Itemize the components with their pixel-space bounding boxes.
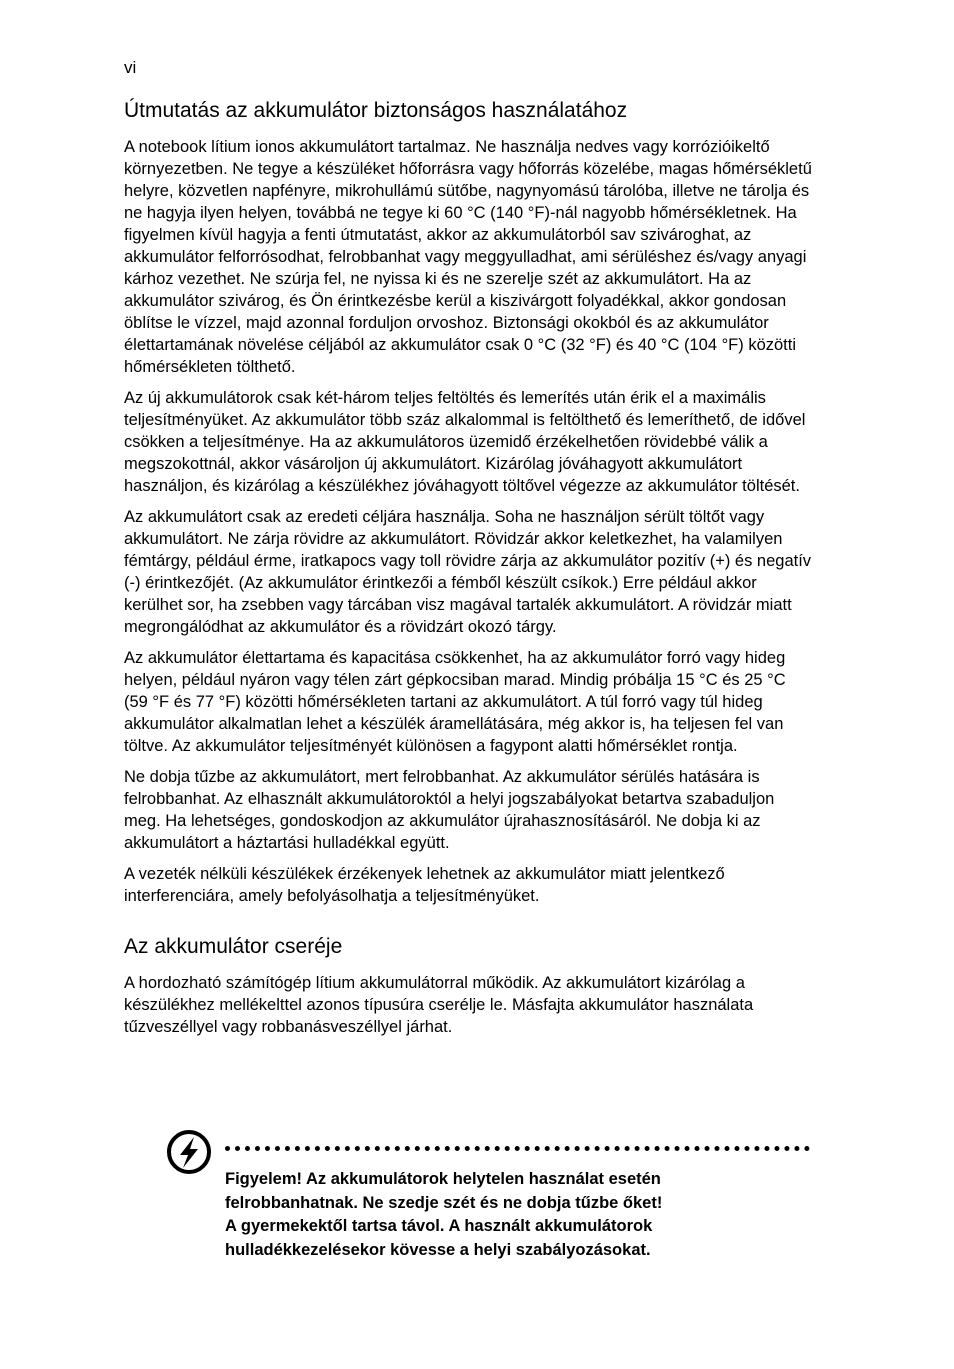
- warning-line: felrobbanhatnak. Ne szedje szét és ne dobja tűzbe őket!: [225, 1193, 663, 1212]
- document-body: [124, 98, 814, 1047]
- warning-text: [225, 1168, 815, 1262]
- page-number: vi: [124, 58, 137, 77]
- section-heading-safety: Útmutatás az akkumulátor biztonságos használatához: [124, 99, 628, 122]
- section-heading-replacement: Az akkumulátor cseréje: [124, 935, 343, 958]
- paragraph: Ne dobja tűzbe az akkumulátort, mert felrobbanhat. Az akkumulátor sérülés hatására is felrobbanhat. Az elhasznált akkumulátoroktól a helyi jogszabályokat betartva szabaduljon meg. Ha lehetséges, gondoskodjon az akkumulátor újrahasznosításáról. Ne dobja ki az akkumulátort a háztartási hulladékkal együtt.: [124, 768, 775, 852]
- paragraph: Az új akkumulátorok csak két-három teljes feltöltés és lemerítés után érik el a maximális teljesítményüket. Az akkumulátor több száz alkalommal is feltölthető és lemeríthető, de idővel csökken a teljesítménye. Ha az akkumulátoros üzemidő érzékelhetően rövidebbé válik a megszokottnál, akkor vásároljon új akkumulátort. Kizárólag jóváhagyott akkumulátort használjon, és kizárólag a készülékhez jóváhagyott töltővel végezze az akkumulátor töltését.: [124, 389, 806, 495]
- warning-line: A gyermekektől tartsa távol. A használt akkumulátorok: [225, 1217, 653, 1235]
- warning-lightning-icon: [165, 1128, 213, 1176]
- paragraph: A hordozható számítógép lítium akkumulátorral működik. Az akkumulátort kizárólag a készülékhez mellékelttel azonos típusúra cserélje le. Másfajta akkumulátor használata tűzveszéllyel vagy robbanásveszéllyel járhat.: [124, 974, 754, 1036]
- paragraph: A vezeték nélküli készülékek érzékenyek lehetnek az akkumulátor miatt jelentkező interferenciára, amely befolyásolhatja a teljesítményüket.: [124, 865, 725, 905]
- warning-box: [165, 1128, 815, 1268]
- warning-line: Figyelem! Az akkumulátorok helytelen használat esetén: [225, 1170, 661, 1188]
- paragraph: Az akkumulátort csak az eredeti céljára használja. Soha ne használjon sérült töltőt vagy akkumulátort. Ne zárja rövidre az akkumulátort. Rövidzár akkor keletkezhet, ha valamilyen fémtárgy, például érme, iratkapocs vagy toll rövidre zárja az akkumulátor pozitív (+) és negatív (-) érintkezőjét. (Az akkumulátor érintkezői a fémből készült csíkok.) Erre például akkor kerülhet sor, ha zsebben vagy tárcában visz magával tartalék akkumulátort. A rövidzár miatt megrongálódhat az akkumulátor és a rövidzárt okozó tárgy.: [124, 508, 812, 636]
- dotted-divider: [225, 1146, 810, 1151]
- paragraph: Az akkumulátor élettartama és kapacitása csökkenhet, ha az akkumulátor forró vagy hideg helyen, például nyáron vagy télen zárt gépkocsiban marad. Mindig próbálja 15 °C és 25 °C (59 °F és 77 °F) közötti hőmérsékleten tartani az akkumulátort. A túl forró vagy túl hideg akkumulátor alkalmatlan lehet a készülék áramellátására, még akkor is, ha teljesen fel van töltve. Az akkumulátor teljesítményét különösen a fagypont alatti hőmérséklet rontja.: [124, 649, 786, 755]
- warning-line: hulladékkezelésekor kövesse a helyi szabályozásokat.: [225, 1240, 651, 1259]
- paragraph: A notebook lítium ionos akkumulátort tartalmaz. Ne használja nedves vagy korrózióikeltő környezetben. Ne tegye a készüléket hőforrásra vagy hőforrás közelébe, magas hőmérsékletű helyre, közvetlen napfényre, mikrohullámú sütőbe, nagynyomású tárolóba, illetve ne tárolja és ne hagyja ilyen helyen, továbbá ne tegye ki 60 °C (140 °F)-nál nagyobb hőmérsékletnek. Ha figyelmen kívül hagyja a fenti útmutatást, akkor az akkumulátorból sav szivároghat, az akkumulátor felforrósodhat, felrobbanhat vagy meggyulladhat, ami sérüléshez és/vagy anyagi kárhoz vezethet. Ne szúrja fel, ne nyissa ki és ne szerelje szét az akkumulátort. Ha az akkumulátor szivárog, és Ön érintkezésbe kerül a kiszivárgott folyadékkal, akkor gondosan öblítse le vízzel, majd azonnal forduljon orvoshoz. Biztonsági okokból és az akkumulátor élettartamának növelése céljából az akkumulátor csak 0 °C (32 °F) és 40 °C (104 °F) közötti hőmérsékleten tölthető.: [124, 138, 812, 376]
